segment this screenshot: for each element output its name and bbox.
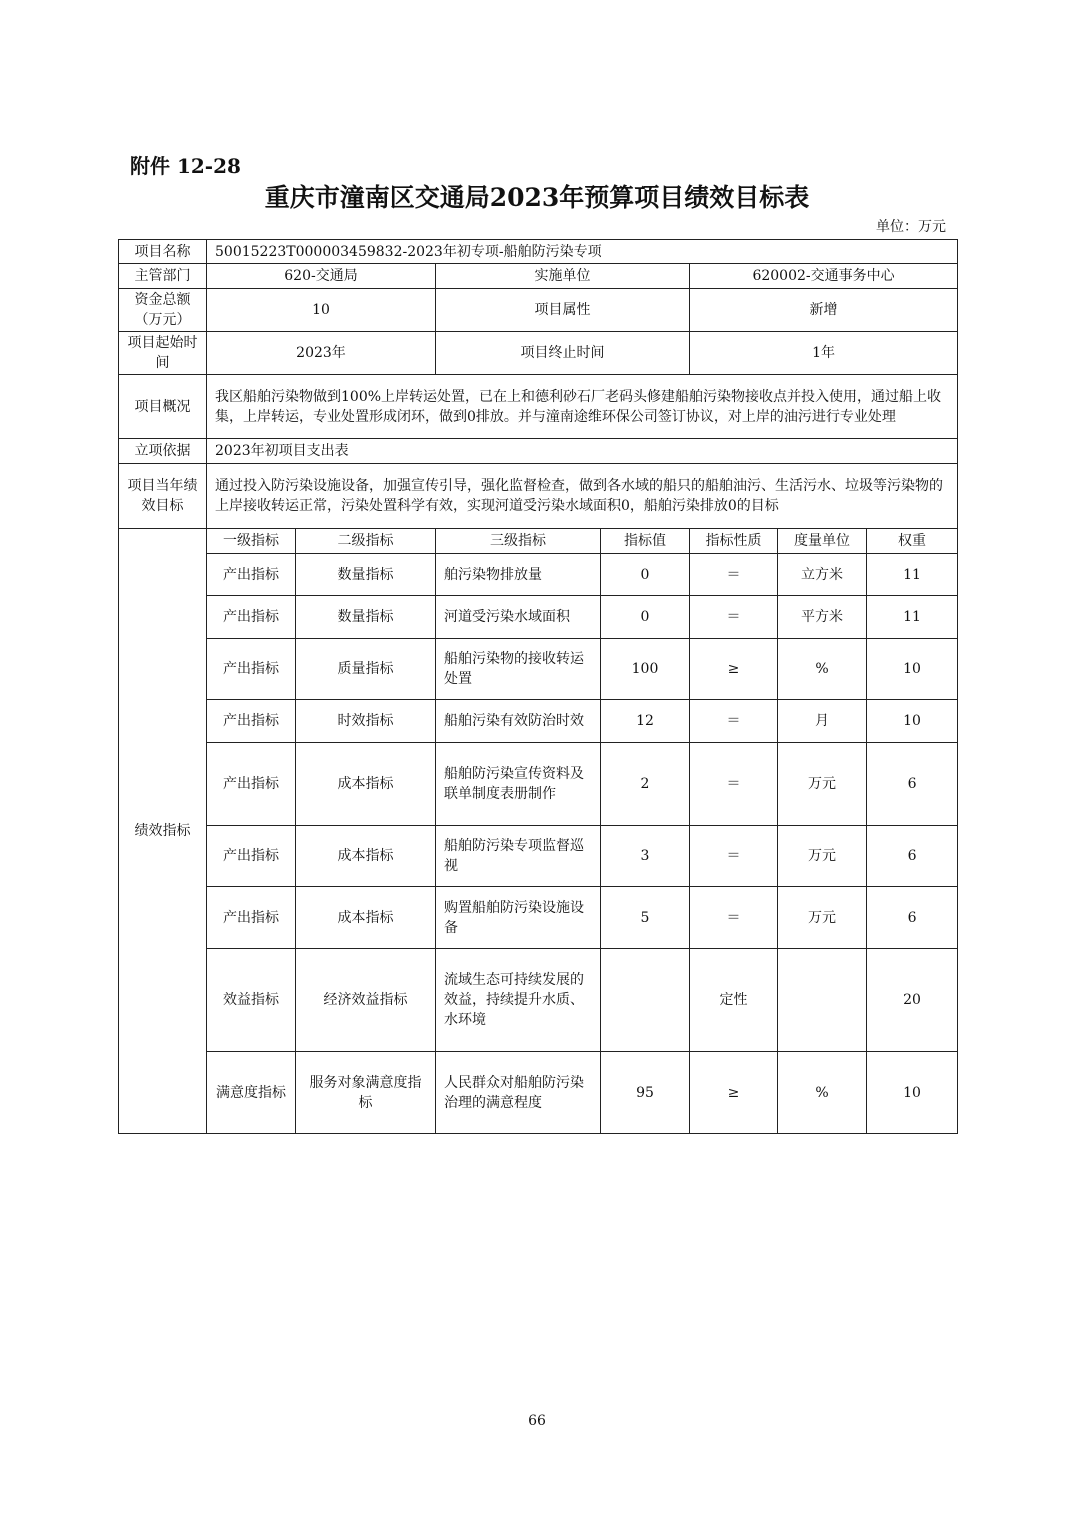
indicator-row [119, 887, 958, 949]
cell-nature: ＝ [690, 596, 778, 639]
indicator-row [119, 1052, 958, 1134]
label-start: 项目起始时间 [119, 332, 207, 375]
cell-nature: ＝ [690, 700, 778, 743]
performance-table [118, 239, 958, 1134]
cell-level1: 产出指标 [207, 700, 296, 743]
header-weight: 权重 [867, 529, 958, 554]
cell-unit: 平方米 [778, 596, 867, 639]
header-unit: 度量单位 [778, 529, 867, 554]
cell-nature: ＝ [690, 743, 778, 826]
cell-nature: 定性 [690, 949, 778, 1052]
impl-value: 620002-交通事务中心 [690, 264, 958, 289]
label-indicators: 绩效指标 [119, 529, 207, 1134]
cell-weight: 6 [867, 826, 958, 887]
fund-value: 10 [207, 289, 436, 332]
indicator-row [119, 596, 958, 639]
cell-level3: 船舶污染有效防治时效 [436, 700, 601, 743]
cell-level3: 购置船舶防污染设施设备 [436, 887, 601, 949]
indicator-row [119, 949, 958, 1052]
cell-value: 0 [601, 596, 690, 639]
cell-unit: % [778, 639, 867, 700]
cell-nature: ≥ [690, 1052, 778, 1134]
cell-weight: 6 [867, 887, 958, 949]
cell-level2: 成本指标 [296, 826, 436, 887]
cell-weight: 10 [867, 700, 958, 743]
cell-level2: 成本指标 [296, 887, 436, 949]
indicator-row [119, 554, 958, 596]
cell-value: 12 [601, 700, 690, 743]
overview-value: 我区船舶污染物做到100%上岸转运处置，已在上和德利砂石厂老码头修建船舶污染物接收点并投入使用，通过船上收集，上岸转运，专业处置形成闭环，做到0排放。并与潼南途维环保公司签订协议，对上岸的油污进行专业处理 [207, 375, 958, 439]
cell-unit: 立方米 [778, 554, 867, 596]
cell-level2: 时效指标 [296, 700, 436, 743]
cell-weight: 20 [867, 949, 958, 1052]
header-level1: 一级指标 [207, 529, 296, 554]
label-fund: 资金总额（万元） [119, 289, 207, 332]
label-attr: 项目属性 [436, 289, 690, 332]
indicator-row [119, 826, 958, 887]
attr-value: 新增 [690, 289, 958, 332]
start-value: 2023年 [207, 332, 436, 375]
cell-level1: 产出指标 [207, 554, 296, 596]
cell-level2: 成本指标 [296, 743, 436, 826]
cell-level1: 产出指标 [207, 596, 296, 639]
unit-note: 单位：万元 [876, 219, 946, 235]
cell-level2: 经济效益指标 [296, 949, 436, 1052]
cell-level3: 船舶防污染宣传资料及联单制度表册制作 [436, 743, 601, 826]
cell-weight: 11 [867, 596, 958, 639]
cell-weight: 11 [867, 554, 958, 596]
cell-unit [778, 949, 867, 1052]
cell-nature: ＝ [690, 887, 778, 949]
dept-value: 620-交通局 [207, 264, 436, 289]
indicator-row [119, 743, 958, 826]
cell-value: 5 [601, 887, 690, 949]
cell-value: 95 [601, 1052, 690, 1134]
cell-level3: 船舶污染物的接收转运处置 [436, 639, 601, 700]
attachment-number: 附件 12-28 [130, 154, 241, 178]
header-level3: 三级指标 [436, 529, 601, 554]
cell-level1: 满意度指标 [207, 1052, 296, 1134]
label-dept: 主管部门 [119, 264, 207, 289]
cell-unit: % [778, 1052, 867, 1134]
header-level2: 二级指标 [296, 529, 436, 554]
cell-nature: ＝ [690, 554, 778, 596]
cell-level3: 舶污染物排放量 [436, 554, 601, 596]
cell-weight: 10 [867, 1052, 958, 1134]
indicator-row [119, 639, 958, 700]
indicator-row [119, 700, 958, 743]
cell-level2: 数量指标 [296, 554, 436, 596]
cell-level1: 产出指标 [207, 826, 296, 887]
page-title: 重庆市潼南区交通局2023年预算项目绩效目标表 [264, 183, 810, 212]
goal-value: 通过投入防污染设施设备，加强宣传引导，强化监督检查，做到各水域的船只的船舶油污、生活污水、垃圾等污染物的上岸接收转运正常，污染处置科学有效，实现河道受污染水域面积0，船舶污染排放0的目标 [207, 464, 958, 529]
label-impl: 实施单位 [436, 264, 690, 289]
header-nature: 指标性质 [690, 529, 778, 554]
cell-weight: 6 [867, 743, 958, 826]
cell-level2: 服务对象满意度指标 [296, 1052, 436, 1134]
header-value: 指标值 [601, 529, 690, 554]
cell-level1: 产出指标 [207, 743, 296, 826]
cell-unit: 月 [778, 700, 867, 743]
cell-value: 100 [601, 639, 690, 700]
cell-value [601, 949, 690, 1052]
cell-value: 0 [601, 554, 690, 596]
cell-level2: 质量指标 [296, 639, 436, 700]
cell-level1: 产出指标 [207, 887, 296, 949]
cell-level2: 数量指标 [296, 596, 436, 639]
basis-value: 2023年初项目支出表 [207, 439, 958, 464]
cell-nature: ＝ [690, 826, 778, 887]
cell-level3: 人民群众对船舶防污染治理的满意程度 [436, 1052, 601, 1134]
label-overview: 项目概况 [119, 375, 207, 439]
cell-value: 3 [601, 826, 690, 887]
cell-unit: 万元 [778, 826, 867, 887]
cell-level3: 船舶防污染专项监督巡视 [436, 826, 601, 887]
cell-nature: ≥ [690, 639, 778, 700]
label-end: 项目终止时间 [436, 332, 690, 375]
cell-level1: 产出指标 [207, 639, 296, 700]
cell-unit: 万元 [778, 743, 867, 826]
label-basis: 立项依据 [119, 439, 207, 464]
label-goal: 项目当年绩效目标 [119, 464, 207, 529]
cell-level3: 流域生态可持续发展的效益，持续提升水质、水环境 [436, 949, 601, 1052]
end-value: 1年 [690, 332, 958, 375]
cell-level1: 效益指标 [207, 949, 296, 1052]
cell-level3: 河道受污染水域面积 [436, 596, 601, 639]
cell-value: 2 [601, 743, 690, 826]
page-number: 66 [528, 1413, 546, 1429]
project-name: 50015223T000003459832-2023年初专项-船舶防污染专项 [207, 240, 958, 264]
label-name: 项目名称 [119, 240, 207, 264]
cell-weight: 10 [867, 639, 958, 700]
cell-unit: 万元 [778, 887, 867, 949]
